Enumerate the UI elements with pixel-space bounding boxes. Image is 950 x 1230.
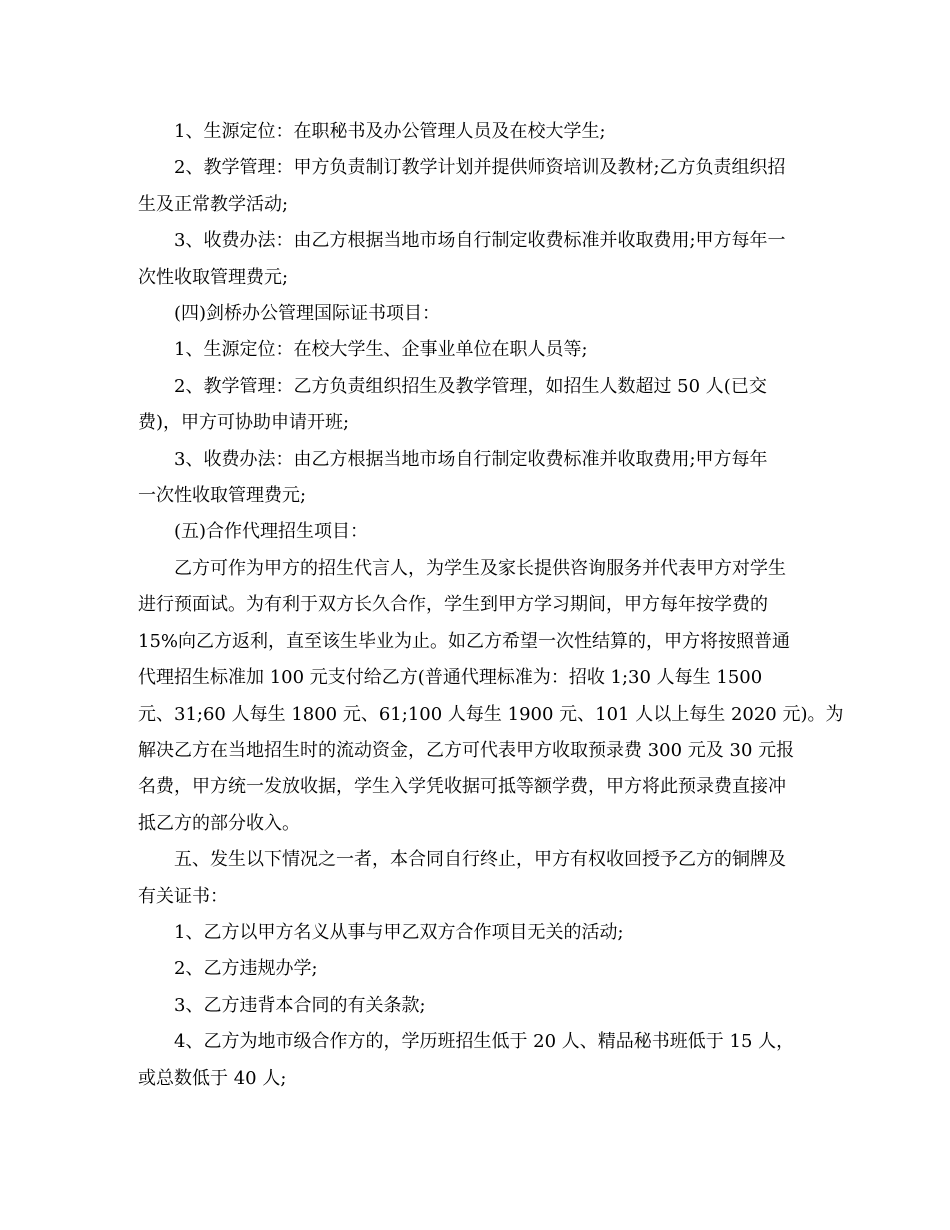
text-line: (五)合作代理招生项目： [174, 521, 369, 543]
text-line: 1、生源定位：在校大学生、企事业单位在职人员等; [174, 339, 588, 361]
paragraph-11 [138, 915, 818, 951]
text-line: 代理招生标准加 100 元支付给乙方(普通代理标准为：招收 1;30 人每生 1500 [138, 667, 763, 689]
text-line: 3、乙方违背本合同的有关条款; [174, 994, 426, 1016]
paragraph-3 [138, 223, 818, 296]
text-line: 2、教学管理：甲方负责制订教学计划并提供师资培训及教材;乙方负责组织招 [174, 157, 786, 179]
text-line: 一次性收取管理费元; [138, 485, 307, 507]
text-line: 进行预面试。为有利于双方长久合作，学生到甲方学习期间，甲方每年按学费的 [138, 594, 768, 616]
text-line: 生及正常教学活动; [138, 193, 289, 215]
section-heading-4 [138, 296, 818, 332]
text-line: 次性收取管理费元; [138, 266, 289, 288]
section-heading-5 [138, 514, 818, 550]
paragraph-2 [138, 150, 818, 223]
text-line: 2、教学管理：乙方负责组织招生及教学管理，如招生人数超过 50 人(已交 [174, 375, 767, 397]
document-body [138, 114, 844, 1097]
text-line: 1、乙方以甲方名义从事与甲乙双方合作项目无关的活动; [174, 921, 624, 943]
text-line: 2、乙方违规办学; [174, 958, 318, 980]
text-line: 3、收费办法：由乙方根据当地市场自行制定收费标准并收取费用;甲方每年 [174, 448, 768, 470]
text-line: 4、乙方为地市级合作方的，学历班招生低于 20 人、精品秘书班低于 15 人， [174, 1031, 795, 1053]
paragraph-6 [138, 369, 818, 442]
paragraph-12 [138, 951, 818, 987]
text-line: 解决乙方在当地招生时的流动资金，乙方可代表甲方收取预录费 300 元及 30 元报 [138, 739, 795, 761]
paragraph-5 [138, 332, 818, 368]
text-line: 五、发生以下情况之一者，本合同自行终止，甲方有权收回授予乙方的铜牌及 [174, 849, 786, 871]
paragraph-7 [138, 442, 818, 515]
text-line: 抵乙方的部分收入。 [138, 812, 300, 834]
paragraph-14 [138, 1024, 818, 1097]
paragraph-10 [138, 842, 818, 915]
text-line: 元、31;60 人每生 1800 元、61;100 人每生 1900 元、101 人以上每生 2020 元)。为 [138, 703, 844, 725]
text-line: 15%向乙方返利，直至该生毕业为止。如乙方希望一次性结算的，甲方将按照普通 [138, 630, 791, 652]
text-line: 3、收费办法：由乙方根据当地市场自行制定收费标准并收取费用;甲方每年一 [174, 230, 786, 252]
paragraph-1 [138, 114, 818, 150]
text-line: 有关证书： [138, 885, 228, 907]
text-line: (四)剑桥办公管理国际证书项目： [174, 303, 441, 325]
paragraph-13 [138, 988, 818, 1024]
paragraph-9 [138, 551, 844, 842]
text-line: 1、生源定位：在职秘书及办公管理人员及在校大学生; [174, 121, 606, 142]
text-line: 名费，甲方统一发放收据，学生入学凭收据可抵等额学费，甲方将此预录费直接冲 [138, 776, 786, 798]
text-line: 乙方可作为甲方的招生代言人，为学生及家长提供咨询服务并代表甲方对学生 [174, 557, 786, 579]
text-line: 或总数低于 40 人; [138, 1067, 287, 1089]
text-line: 费)，甲方可协助申请开班; [138, 412, 350, 434]
